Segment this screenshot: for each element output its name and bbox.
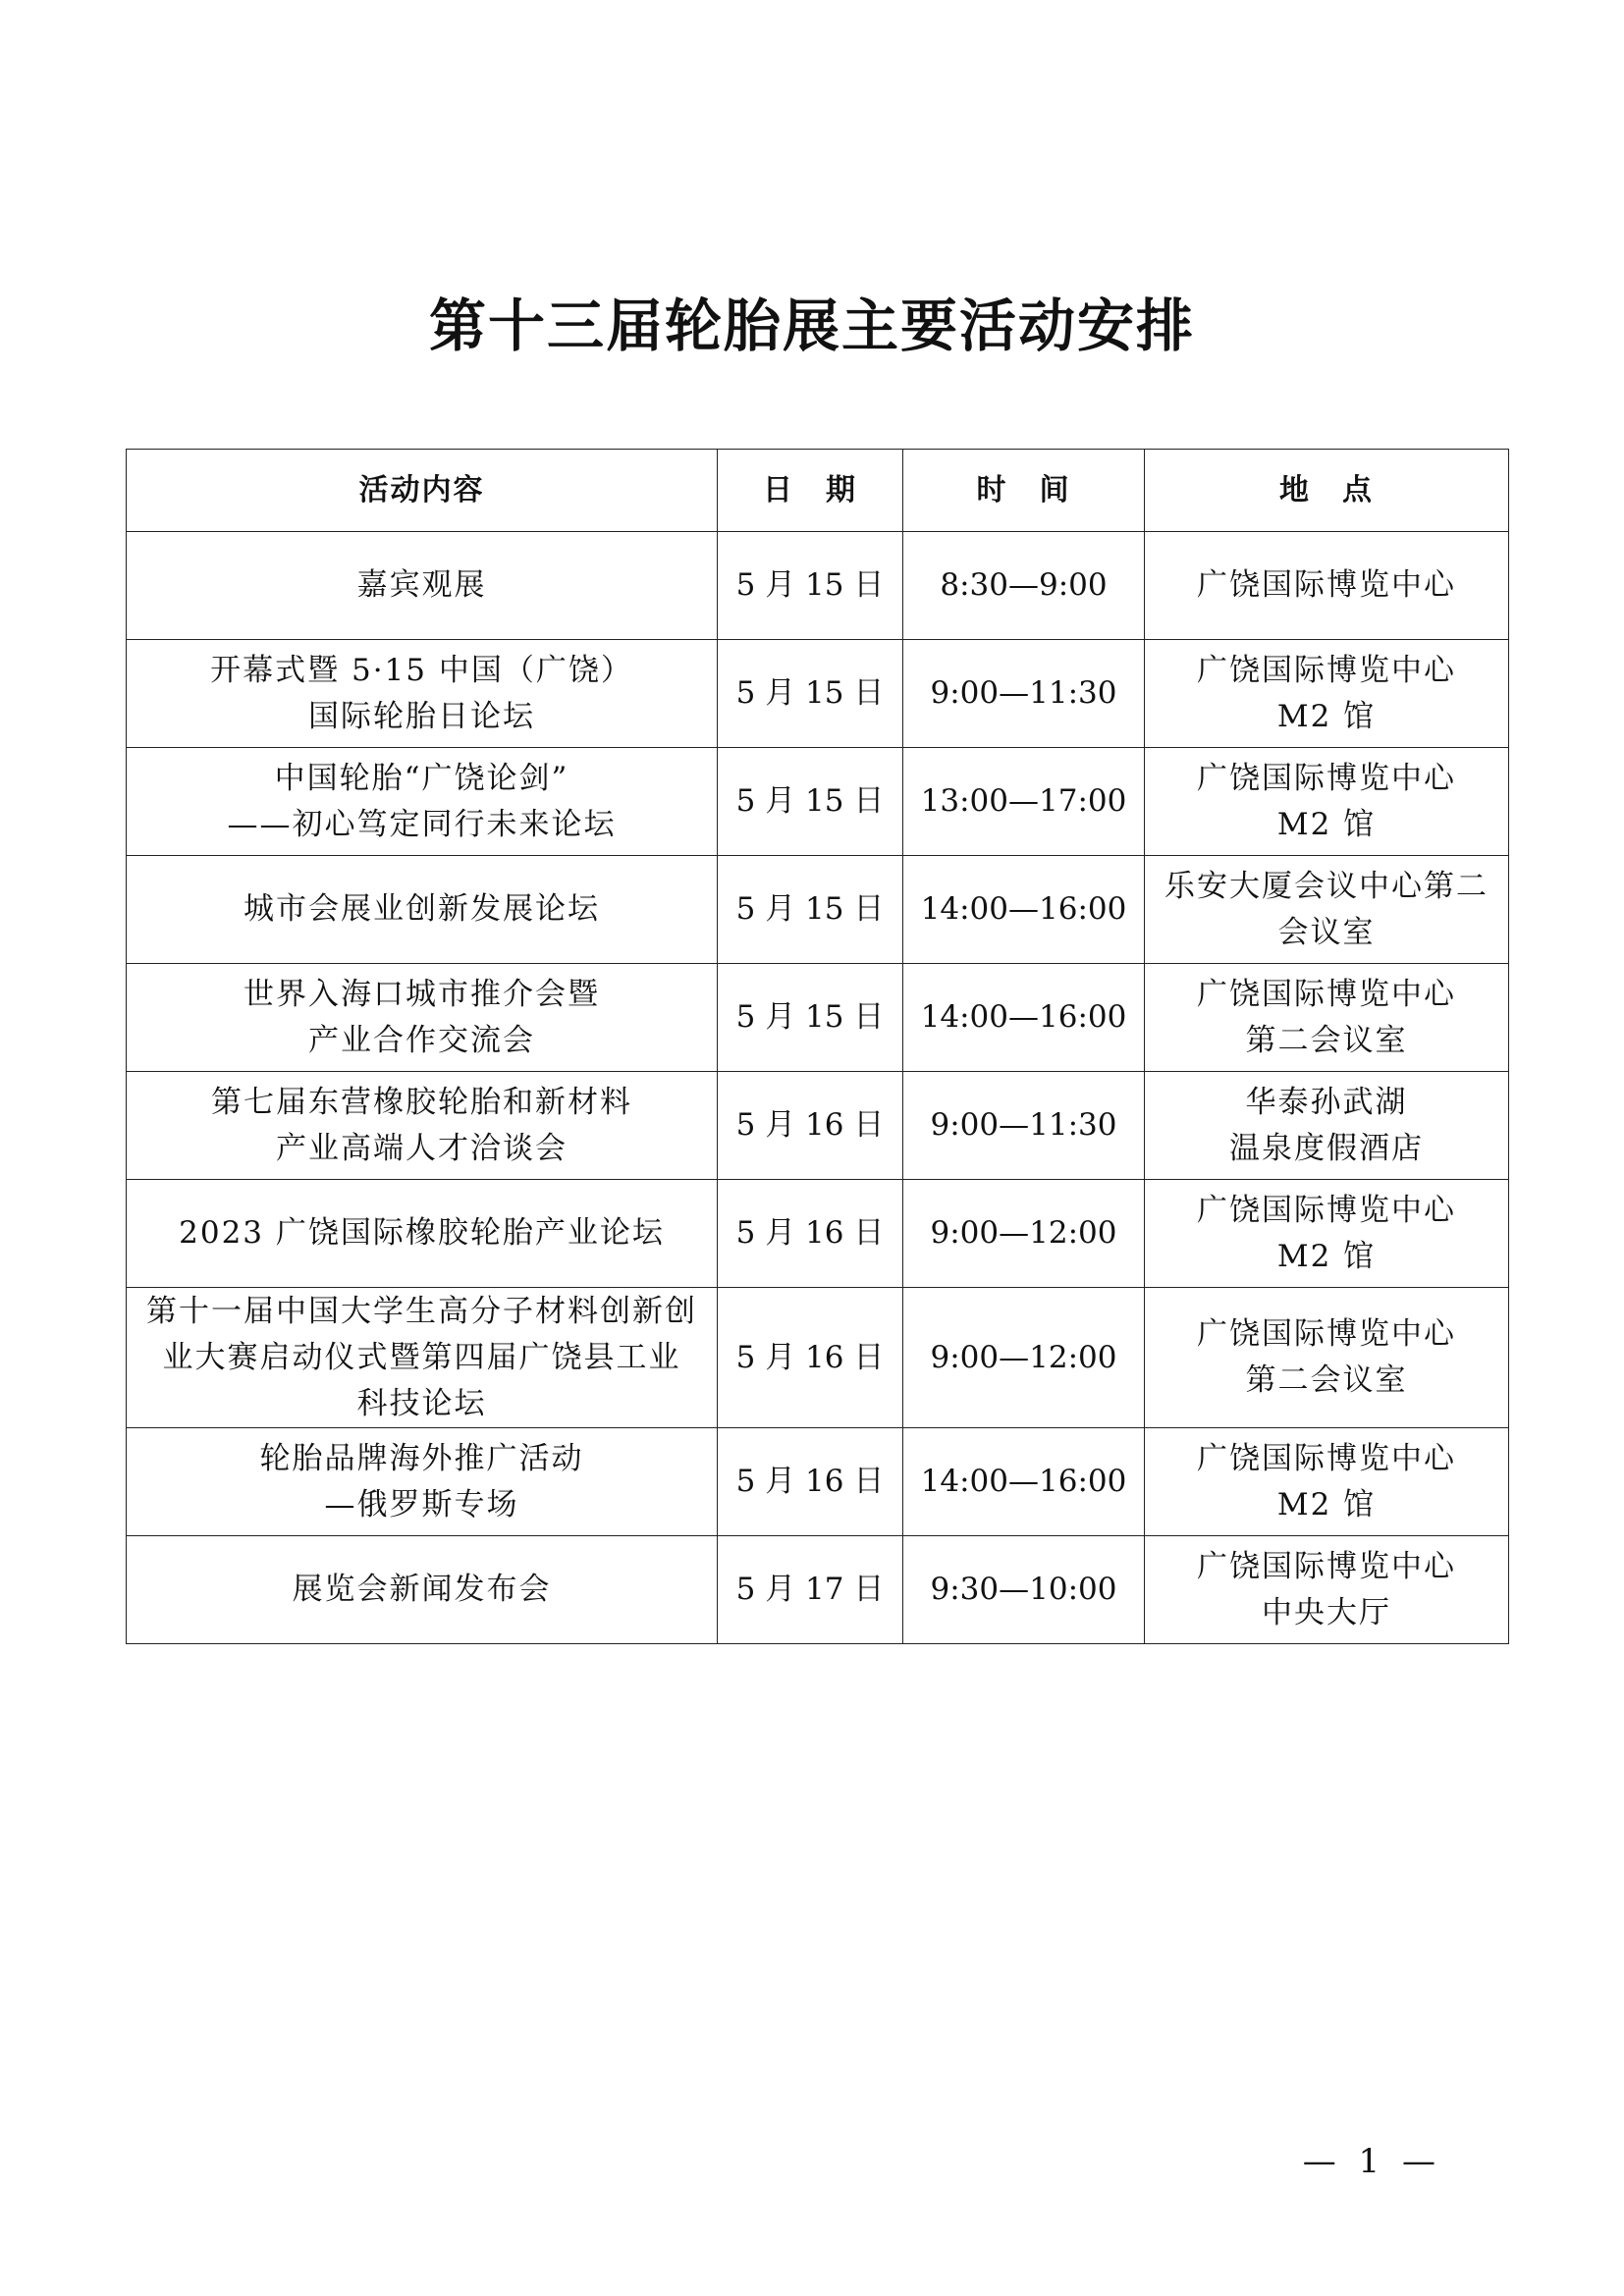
cell-place-line: 中央大厅	[1262, 1594, 1391, 1630]
cell-activity	[127, 748, 718, 856]
cell-date: 5 月 16 日	[718, 1180, 903, 1288]
cell-activity-line: 世界入海口城市推介会暨	[244, 976, 600, 1012]
cell-place	[1145, 640, 1509, 748]
cell-place-line: 广饶国际博览中心	[1197, 652, 1456, 688]
cell-date: 5 月 17 日	[718, 1536, 903, 1644]
cell-place-line: 广饶国际博览中心	[1197, 1440, 1456, 1476]
cell-place-line: M2 馆	[1276, 806, 1377, 842]
cell-place	[1145, 1288, 1509, 1428]
cell-activity-line: —俄罗斯专场	[324, 1486, 519, 1522]
cell-activity-line: 2023 广饶国际橡胶轮胎产业论坛	[179, 1215, 665, 1251]
cell-place-line: M2 馆	[1276, 1486, 1377, 1522]
cell-date: 5 月 15 日	[718, 748, 903, 856]
column-header-time: 时 间	[903, 450, 1145, 532]
cell-place	[1145, 1428, 1509, 1536]
cell-date: 5 月 16 日	[718, 1072, 903, 1180]
cell-place	[1145, 532, 1509, 640]
cell-place-line: 温泉度假酒店	[1229, 1130, 1424, 1166]
cell-activity-line: 嘉宾观展	[356, 567, 487, 603]
cell-date: 5 月 15 日	[718, 532, 903, 640]
cell-activity	[127, 1288, 718, 1428]
table-row	[127, 1536, 1509, 1644]
cell-place-line: 广饶国际博览中心	[1197, 1548, 1456, 1584]
table-row	[127, 856, 1509, 964]
cell-place-line: 华泰孙武湖	[1245, 1084, 1408, 1120]
cell-time: 13:00—17:00	[903, 748, 1145, 856]
cell-time: 14:00—16:00	[903, 964, 1145, 1072]
column-header-activity: 活动内容	[127, 450, 718, 532]
cell-activity	[127, 640, 718, 748]
cell-place-line: 广饶国际博览中心	[1197, 760, 1456, 796]
cell-activity	[127, 856, 718, 964]
cell-time: 8:30—9:00	[903, 532, 1145, 640]
cell-time: 9:00—12:00	[903, 1180, 1145, 1288]
cell-time: 9:00—11:30	[903, 1072, 1145, 1180]
cell-activity	[127, 1536, 718, 1644]
cell-activity	[127, 1180, 718, 1288]
cell-activity-line: 第十一届中国大学生高分子材料创新创	[146, 1293, 697, 1329]
cell-date: 5 月 15 日	[718, 856, 903, 964]
cell-place-line: M2 馆	[1276, 1238, 1377, 1274]
cell-activity-line: 产业高端人才洽谈会	[276, 1130, 568, 1166]
cell-place	[1145, 856, 1509, 964]
cell-activity-line: 业大赛启动仪式暨第四届广饶县工业	[162, 1339, 681, 1375]
cell-activity	[127, 1072, 718, 1180]
cell-time: 9:30—10:00	[903, 1536, 1145, 1644]
table-row	[127, 640, 1509, 748]
cell-activity	[127, 532, 718, 640]
table-row	[127, 1428, 1509, 1536]
cell-date: 5 月 16 日	[718, 1428, 903, 1536]
cell-activity-line: 城市会展业创新发展论坛	[244, 891, 600, 927]
cell-place-line: 乐安大厦会议中心第二	[1164, 868, 1489, 904]
page-title: 第十三届轮胎展主要活动安排	[428, 293, 1195, 359]
cell-place-line: 第二会议室	[1245, 1362, 1408, 1398]
cell-activity-line: 第七届东营橡胶轮胎和新材料	[211, 1084, 632, 1120]
column-header-place: 地 点	[1145, 450, 1509, 532]
table-row	[127, 964, 1509, 1072]
cell-activity-line: 展览会新闻发布会	[292, 1572, 552, 1607]
cell-time: 14:00—16:00	[903, 856, 1145, 964]
cell-time: 14:00—16:00	[903, 1428, 1145, 1536]
table-header-row	[127, 450, 1509, 532]
cell-activity-line: ——初心笃定同行未来论坛	[227, 806, 617, 842]
cell-place	[1145, 1180, 1509, 1288]
column-header-date: 日 期	[718, 450, 903, 532]
cell-date: 5 月 15 日	[718, 964, 903, 1072]
table-row	[127, 532, 1509, 640]
cell-activity	[127, 1428, 718, 1536]
table-body	[127, 532, 1509, 1644]
table-row	[127, 1180, 1509, 1288]
cell-activity-line: 开幕式暨 5·15 中国（广饶）	[210, 652, 633, 688]
cell-place	[1145, 1536, 1509, 1644]
table-row	[127, 1072, 1509, 1180]
cell-activity-line: 轮胎品牌海外推广活动	[259, 1440, 584, 1476]
cell-place	[1145, 1072, 1509, 1180]
cell-date: 5 月 15 日	[718, 640, 903, 748]
cell-time: 9:00—11:30	[903, 640, 1145, 748]
cell-place-line: 第二会议室	[1245, 1022, 1408, 1058]
cell-activity-line: 科技论坛	[356, 1385, 487, 1421]
cell-activity-line: 产业合作交流会	[308, 1022, 535, 1058]
cell-place-line: 广饶国际博览中心	[1197, 1316, 1456, 1352]
cell-activity-line: 国际轮胎日论坛	[308, 698, 535, 734]
cell-activity-line: 中国轮胎“广饶论剑”	[274, 760, 569, 796]
cell-place-line: 广饶国际博览中心	[1197, 976, 1456, 1012]
cell-place-line: 广饶国际博览中心	[1197, 1192, 1456, 1228]
cell-place-line: 广饶国际博览中心	[1197, 567, 1456, 603]
cell-place	[1145, 964, 1509, 1072]
cell-date: 5 月 16 日	[718, 1288, 903, 1428]
cell-activity	[127, 964, 718, 1072]
page-number: — 1 —	[1302, 2142, 1441, 2181]
cell-time: 9:00—12:00	[903, 1288, 1145, 1428]
table-row	[127, 1288, 1509, 1428]
table-row	[127, 748, 1509, 856]
cell-place-line: M2 馆	[1276, 698, 1377, 734]
cell-place-line: 会议室	[1277, 914, 1376, 950]
cell-place	[1145, 748, 1509, 856]
schedule-table	[126, 449, 1509, 1644]
